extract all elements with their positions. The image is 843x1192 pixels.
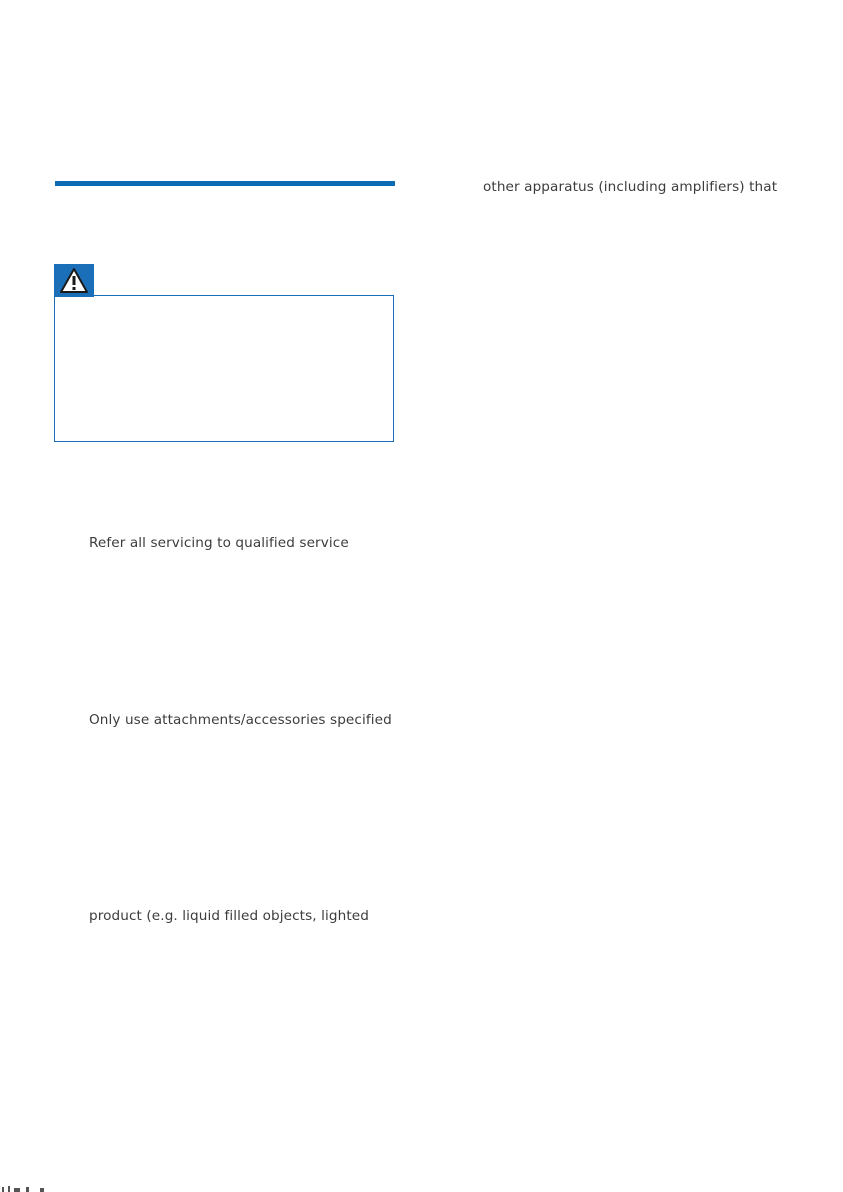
warning-box: [54, 295, 394, 442]
attachments-text: Only use attachments/accessories specified: [89, 712, 392, 728]
section-heading-rule: [55, 181, 395, 186]
apparatus-text: other apparatus (including amplifiers) that: [483, 179, 778, 195]
servicing-text: Refer all servicing to qualified service: [89, 535, 349, 551]
page-footer-marks: [0, 1186, 60, 1192]
warning-triangle-icon: [59, 267, 89, 294]
product-objects-text: product (e.g. liquid filled objects, lighted: [89, 908, 369, 924]
warning-tab: [54, 264, 94, 297]
